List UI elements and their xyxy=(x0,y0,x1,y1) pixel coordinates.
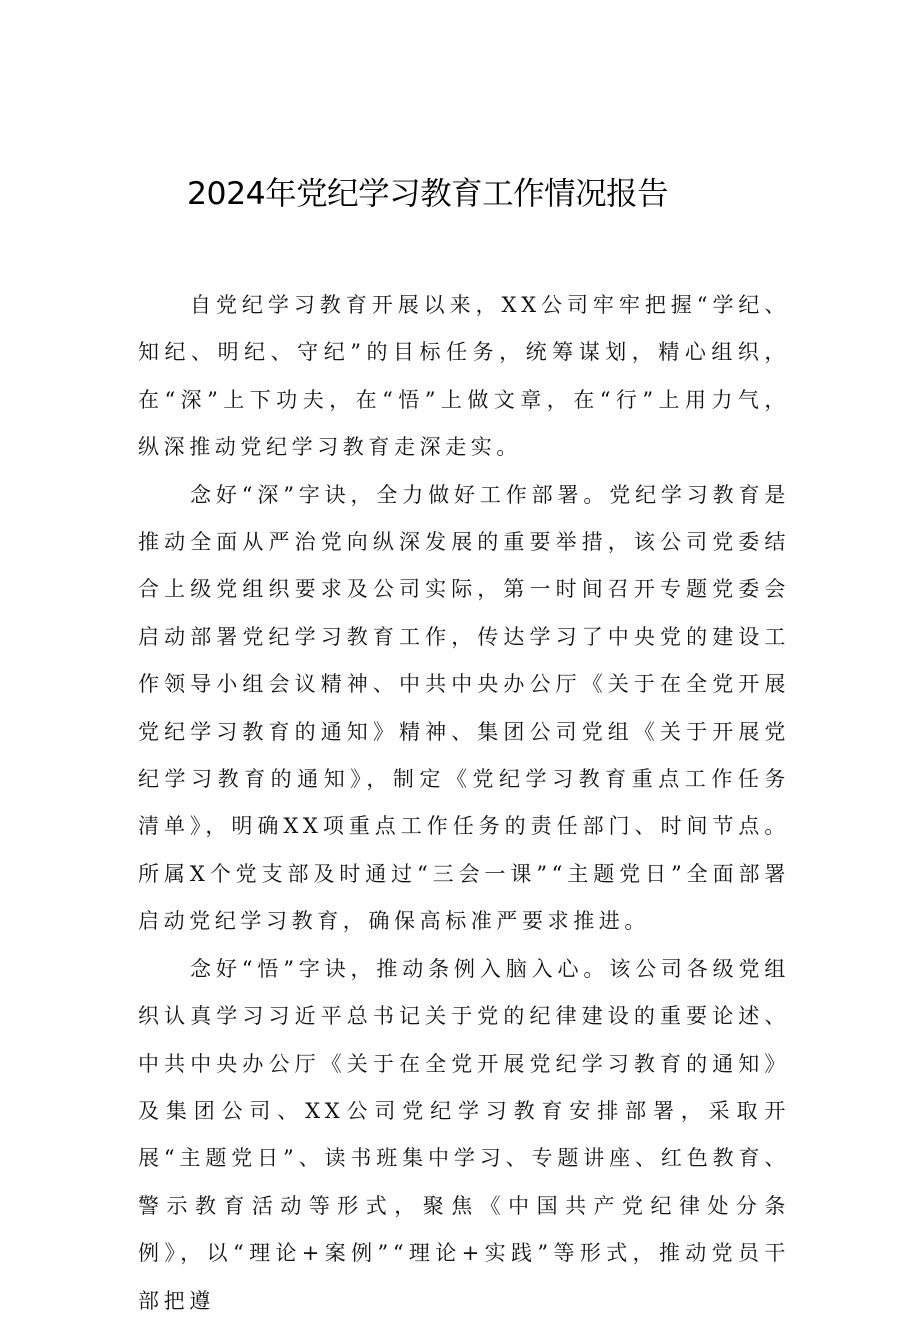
paragraph-wu: 念好“悟”字诀，推动条例入脑入心。该公司各级党组织认真学习习近平总书记关于党的纪律建设的重要论述、中共中央办公厅《关于在全党开展党纪学习教育的通知》及集团公司、XX公司党纪学习教育安排部署，采取开展“主题党日”、读书班集中学习、专题讲座、红色教育、警示教育活动等形式，聚焦《中国共产党纪律处分条例》，以“理论+案例”“理论+实践”等形式，推动党员干部把遵 xyxy=(138,956,790,1313)
paragraph-shen: 念好“深”字诀，全力做好工作部署。党纪学习教育是推动全面从严治党向纵深发展的重要举措，该公司党委结合上级党组织要求及公司实际，第一时间召开专题党委会启动部署党纪学习教育工作，传达学习了中央党的建设工作领导小组会议精神、中共中央办公厅《关于在全党开展党纪学习教育的通知》精神、集团公司党组《关于开展党纪学习教育的通知》，制定《党纪学习教育重点工作任务清单》，明确XX项重点工作任务的责任部门、时间节点。所属X个党支部及时通过“三会一课”“主题党日”全面部署启动党纪学习教育，确保高标准严要求推进。 xyxy=(138,482,790,934)
document-title: 2024年党纪学习教育工作情况报告 xyxy=(187,176,669,212)
paragraph-intro: 自党纪学习教育开展以来，XX公司牢牢把握“学纪、知纪、明纪、守纪”的目标任务，统筹谋划，精心组织，在“深”上下功夫，在“悟”上做文章，在“行”上用力气，纵深推动党纪学习教育走深走实。 xyxy=(138,293,790,460)
document-body xyxy=(138,282,790,1325)
